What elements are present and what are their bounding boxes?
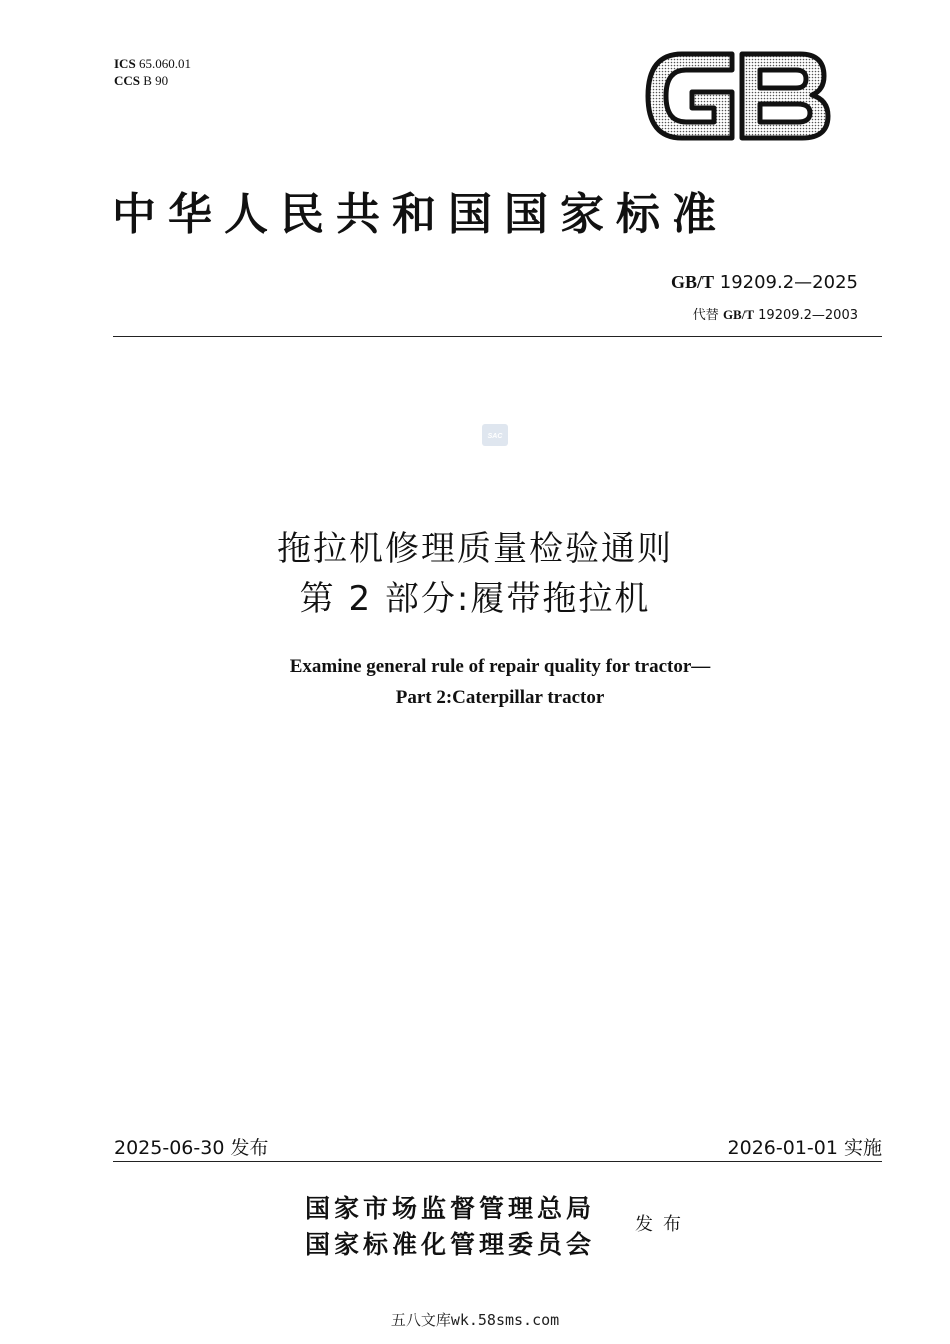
footer-divider: [113, 1161, 882, 1162]
issuer-sac: 国家标准化管理委员会: [305, 1230, 596, 1259]
english-title-line1: Examine general rule of repair quality for tractor—: [289, 656, 711, 677]
footer-watermark: 五八文库wk.58sms.com: [390, 1311, 560, 1329]
national-standard-title: 中华人民共和国国家标准: [112, 189, 728, 240]
chinese-title-line2: 第 2 部分:履带拖拉机: [299, 579, 651, 619]
svg-text:SAC: SAC: [487, 433, 503, 440]
ics-code: ICS 65.060.01: [114, 56, 191, 71]
english-title-line2: Part 2:Caterpillar tractor: [395, 687, 605, 708]
sac-watermark: [482, 424, 508, 446]
replaces-standard: 代替 GB/T 19209.2—2003: [692, 307, 858, 323]
chinese-title-line1: 拖拉机修理质量检验通则: [277, 529, 673, 569]
issue-date: 2025-06-30 发布: [114, 1137, 269, 1159]
classification-codes: [114, 55, 191, 89]
issuer-samr: 国家市场监督管理总局: [305, 1194, 596, 1223]
standard-number: GB/T 19209.2—2025: [671, 272, 858, 293]
ccs-code: CCS B 90: [114, 73, 169, 88]
implementation-date: 2026-01-01 实施: [727, 1137, 882, 1159]
publish-label: 发布: [635, 1214, 691, 1235]
header-divider: [113, 336, 882, 337]
gb-logo: [640, 46, 836, 146]
